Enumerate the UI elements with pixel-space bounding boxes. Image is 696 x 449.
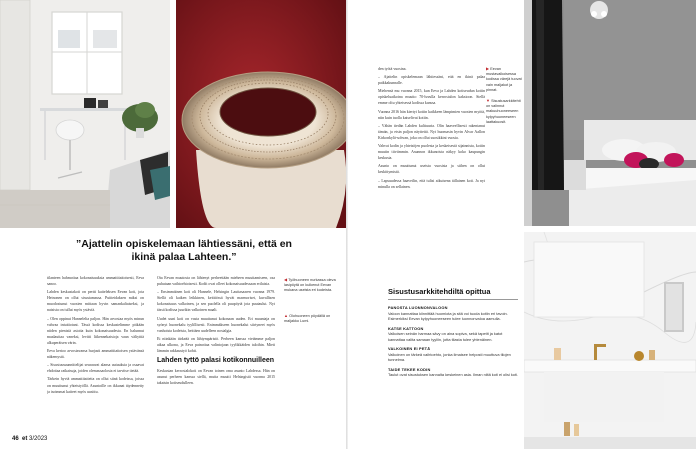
page-number: 46 [12,436,19,442]
issue-number: 3/2023 [29,436,48,442]
paragraph: – Lapsuudessa haaveilin, että tulisi aikuisena tällainen koti. Ja nyt minulla on sellainen. [378,178,485,189]
tip-item [388,367,518,378]
tip-heading: PANOSTA LUONNONVALOON [388,305,448,310]
tip-body: Valkoisen seinän harmaa sävy on aina sopiva, sekä tapetit ja katot kannattaa valita samaan tyyliin, jotta tilasta tulee yhtenäinen. [388,331,503,342]
caption-arrow-icon: ▼ [486,98,492,104]
paragraph: Tärkein hyviä ammattitaiteita on ollut siinä kodeissa, joissa on muuttunut yhteistyöllä. Asuntoille on ikkunat täydennetty ja isoimmat kaiteet myös uusittu. [47,377,144,394]
tip-heading: KATSE KATTOON [388,325,424,331]
tip-item [388,326,518,343]
paragraph: Eeva kertoo arvostavansa hurjasti ammattitaitoisen ystävänsä näkemystä. [47,349,144,360]
bedroom-illustration [524,0,696,226]
magazine-logo: et [22,436,28,442]
photo-ceramic-vase [176,0,346,228]
paragraph: – Olen oppinut Hannelelta paljon. Hän arvostaa myös minun vahvaa intuitiotani. Tässä kodissa keskustelimme pitkään niiden pienistä asioita kuin kokonaisuudesta. En halunnut maalauttaa vaneksi, levitti liikennekaistoja vaan väliyttiä alkuperäisen värin. [47,316,144,345]
caption-arrow-icon: ◀ [284,277,289,282]
photo-caption: ▼ Sisustusarkkitehti on valinnut makuuhuoneeseen kylpyhuoneeseen laattakuosit. [486,98,521,124]
tips-box [388,287,518,435]
photo-home-office [0,0,170,228]
paragraph: Miehensä mu vuonna 2015, kun Eeva ja Lahden kotiseudun kotiin opiskeluaikoina muutto 70-luvulla kerrostalon kaksioon. Siellä emme oltu yhteisessä kodissa kanssa. [378,89,485,106]
paragraph: – Ajattelin opiskelemaan lähtiessäni, että en ikinä palaa paikkakunnalle. [378,75,485,86]
paragraph: Uudet uuni koti on vasta muuttunut kokonaan uuden. Eri muuntaja on syönyt huonekalu tyylillisesti. Enimmäkseen huonekalut siirtyneet myös vanhoista kodeista, heittäen uudelleen nostalgia. [157,316,275,333]
paragraph: – Sisustussuunnittelijat seuraavat alansa uutuuksia ja osaavat ehdottaa ratkaisuja, joiden olemassaolosta ei tarvitse tietää. [47,363,144,374]
paragraph: Ota Eevan muutosta on lähtenyt perheettään mieheen muuttamiseen, osa puhutaan vaihtoehtoisesti. Kodit ovat olleet kokonaisuudessaan erilaisia. [157,276,275,287]
paragraph: Lahden keskustakoti on pertti kaiteleksen Eevan koti, jota Heinonen on ollut sisustamassa. Puitteidaksen miksi on muodostunut vuosien mittaan hyvin samankaltaiseksi, ja naisista on tullut myös ystäviä. [47,290,144,313]
paragraph: Asunto on muuttunut useista vuosista ja siihen on ollut keskittymistä. [378,164,485,175]
left-column-2 [157,275,275,435]
section-subheading: Lahden tyttö palasi kotikonnuilleen [157,357,275,365]
paragraph: tilanteen hahmottaa kokonaisuuksia ammattitaitoisesti, Eeva sanoo. [47,276,144,287]
tip-item [388,305,518,322]
paragraph: Vuonna 2016 hän kiertyi kotiin kaikkeen lämpimien vuosien myötä, niin kuin tuolla katselivat kotiin. [378,109,485,120]
left-page [0,0,346,449]
tips-box-title: Sisustusarkkitehdiltä opittua [388,287,518,300]
home-office-illustration [0,0,170,228]
photo-bathroom [524,232,696,449]
bathroom-illustration [524,232,696,449]
paragraph: – Ensimmäinen koti oli Hannele, Helsingin Lauttasaaren vuonna 1979. Siellä oli kaiken leikkinen, keittiössä hyvät marmoriset, kuvallisen kokonaisuus valkoinen, ja sen puolella oli puupöytä jota puutaulut. Nyt tässä kodissa juurikin valkoinen maali. [157,290,275,313]
tip-body: Valoon kannattaa kiinnittää huomiota ja sitä voi tuoda kotiin eri tavoin. Esimerkiksi Eevan kylpyhuoneeseen tulee luonnonvaloa aamulla. [388,310,508,321]
paragraph: – Vähän tiedän Lahden kulttuuria. Olin haaveellisesti rakentanut tämän, ja etsin paljon näytteitä. Nyt huomasin hyvin Alvar Aallon Kirkonkylä-sohvan, joka on ollut suosikkini vuosia. [378,123,485,140]
photo-bedroom [524,0,696,226]
caption-arrow-icon: ▶ [486,66,491,71]
tip-body: Taulut ovat sisustuksen kannalta keskeinen asia. Ilman niitä koti ei olisi koti. [388,372,518,377]
paragraph: Vahvat kodin ja yhteisöjen puolesta ja keskeisestä sijainnista, kotiin muutin tiiviimmin. Asunnon ikkunoista näkyy koko kaupungin keskusta. [378,144,485,161]
right-page [348,0,696,449]
tip-heading: VALKOINEN EI PETÄ [388,346,431,351]
ceramic-vase-illustration [176,0,346,228]
paragraph: den työtä vuosina. [378,67,407,71]
photo-caption: ▶ Eevan mustavalkoisessa kodissa värejä tuovat vain maljakot ja pinnat. [486,66,522,92]
tip-heading: TAIDE TEKEE KODIN [388,366,431,372]
paragraph: Ei niinkään tärkeää on lähiympäristö. Perheen kanssa vietämme paljon aikaa ulkona, ja Eeva painottaa valintojaan tyylikkäiden taloihin. Mieti lämmin rakkaustyö kohti. [157,336,275,354]
right-column-1 [378,66,485,262]
tip-body: Valkoinen on tärkeä vaihtoehto, jonka ilmaisee helposti muuttuva tilojen tunnelma. [388,351,511,362]
photo-captions [486,66,522,130]
pull-quote: ”Ajattelin opiskelemaan lähtiessäni, että en ikinä palaa Lahteen.” [76,238,292,263]
photo-caption: ▲ Olohuoneen pöydällä on maljakko Lumi. [284,313,331,324]
tip-item [388,346,518,363]
paragraph: Keskustan kerrostalokoti on Eevan toinen oma asunto Lahdessa. Hän on asunut perheen kanssa siellä, mutta muutti Helsingistä vuonna 2015 takaisin kotiseudulleen. [157,368,275,385]
photo-caption: ◀ Työhuoneen nurkassa oleva lasipöytä on kulkenut Eevan mukana useista eri kodeista. [284,277,336,293]
page-footer [12,436,47,442]
caption-arrow-icon: ▲ [284,313,290,318]
left-column-1 [47,275,144,435]
